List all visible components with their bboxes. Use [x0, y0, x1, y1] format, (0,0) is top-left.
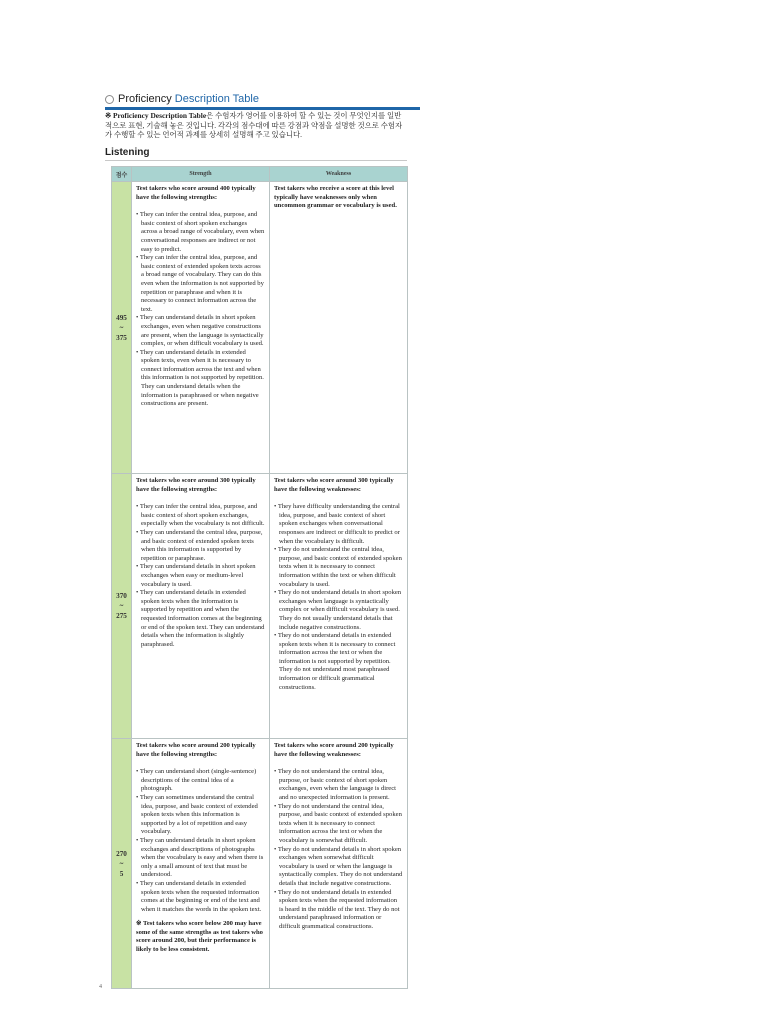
list-item: • They can understand short (single-sentence) descriptions of the central idea of a photograph.	[136, 768, 257, 793]
score-tilde: ~	[119, 323, 124, 332]
list-item: • They can sometimes understand the central idea, purpose, and basic context of extended spoken texts when this information is supported by a lot of repetition and easy vocabulary.	[136, 793, 258, 836]
strength-lead: Test takers who score around 200 typically have the following strengths:	[136, 742, 256, 758]
list-item: • They do not understand details in extended spoken texts when the requested information is heard in the middle of the text. They do not understand paraphrased information or difficult grammatical constructions.	[274, 888, 400, 930]
list-item: • They do not understand the central idea, purpose, and basic context of extended spoken texts when it is necessary to connect information within the text or when difficult vocabulary is used.	[274, 546, 402, 588]
proficiency-table	[111, 166, 408, 989]
header-score: 점수	[112, 167, 132, 182]
intro-paragraph	[105, 111, 405, 140]
weakness-cell	[270, 739, 408, 989]
list-item: • They can understand the central idea, purpose, and basic context of extended spoken texts when this information is supported by repetition or paraphrase.	[136, 528, 263, 562]
strength-cell	[132, 739, 270, 989]
score-tilde: ~	[119, 859, 124, 868]
list-item: • They can understand details in extended spoken texts when the information is supported by repetition and when the requested information comes at the beginning or end of the spoken text. They can understand details when the information is slightly paraphrased.	[136, 589, 265, 648]
list-item: • They have difficulty understanding the central idea, purpose, and basic context of short spoken exchanges when conversational responses are indirect or difficult to predict or when the vocabulary is difficult.	[274, 503, 400, 545]
list-item: • They can infer the central idea, purpose, and basic context of short spoken exchanges, especially when the vocabulary is not difficult.	[136, 503, 265, 528]
score-high: 370	[116, 592, 127, 600]
header	[105, 92, 420, 140]
score-range	[112, 474, 132, 739]
list-item: • They do not understand details in extended spoken texts when it is necessary to connect information across the text or when the information is not supported by repetition. They do not understand most paraphrased information or difficult grammatical constructions.	[274, 632, 396, 691]
score-note: ※ Test takers who score below 200 may have some of the same strengths as test takers who score around 200, but their performance is likely to be less consistent.	[136, 920, 263, 954]
page-title-part1: Proficiency	[118, 93, 172, 105]
weakness-lead: Test takers who score around 300 typically have the following weaknesses:	[274, 477, 394, 493]
table-row	[112, 474, 408, 739]
list-item: • They can infer the central idea, purpose, and basic context of extended spoken texts across a broad range of vocabulary. They can do this even when the information is not supported by repetition or paraphrase and when it is necessary to connect information across the text.	[136, 254, 264, 313]
list-item: • They do not understand details in short spoken exchanges when language is syntactically complex or when difficult vocabulary is used. They do not usually understand details that include negative constructions.	[274, 589, 402, 631]
page-number: 4	[99, 984, 102, 990]
weakness-lead: Test takers who receive a score at this level typically have weaknesses only when uncommon grammar or vocabulary is used.	[274, 185, 397, 210]
table-row	[112, 182, 408, 474]
score-high: 270	[116, 849, 127, 858]
section-divider	[105, 160, 407, 161]
list-item: • They can understand details in extended spoken texts when the requested information comes at the beginning or end of the text and when it matches the words in the spoken text.	[136, 879, 262, 913]
list-item: • They do not understand the central idea, purpose, and basic context of extended spoken texts when it is necessary to connect information across the text or when the vocabulary is somewhat difficult.	[274, 802, 402, 844]
header-strength: Strength	[132, 167, 270, 182]
list-item: • They do not understand details in short spoken exchanges when somewhat difficult vocabulary is used or when the language is syntactically complex. They do not understand details that include negative constructions.	[274, 845, 403, 887]
score-high: 495	[116, 313, 127, 322]
list-item: • They can understand details in short spoken exchanges, even when negative constructions are present, when the language is syntactically complex, or when difficult vocabulary is used.	[136, 314, 264, 348]
list-item: • They can understand details in extended spoken texts, even when it is necessary to connect information across the text and when this information is not supported by repetition. They can understand details when the information is paraphrased or when negative constructions are present.	[136, 348, 264, 408]
weakness-cell	[270, 182, 408, 474]
strength-lead: Test takers who score around 300 typically have the following strengths:	[136, 477, 256, 493]
weakness-lead: Test takers who score around 200 typically have the following weaknesses:	[274, 742, 394, 758]
table-header-row	[112, 167, 408, 182]
score-range	[112, 182, 132, 474]
weakness-cell	[270, 474, 408, 739]
title-row	[105, 92, 420, 106]
intro-bold: ※ Proficiency Description Table	[105, 111, 207, 120]
score-range	[112, 739, 132, 989]
strength-cell	[132, 474, 270, 739]
score-tilde: ~	[119, 602, 124, 610]
intro-text: 은 수험자가 영어를 이용하여 할 수 있는 것이 무엇인지를 일반적으로 표현, 기술해 놓은 것입니다. 각각의 점수대에 따른 강점과 약점을 설명한 것으로 수험자가 수행할 수 있는 언어적 과제를 상세히 설명해 주고 있습니다.	[105, 111, 403, 140]
header-weakness: Weakness	[270, 167, 408, 182]
page-title-part2: Description Table	[174, 93, 259, 105]
list-item: • They do not understand the central idea, purpose, or basic context of short spoken exchanges, even when the language is direct and no unexpected information is present.	[274, 768, 396, 801]
list-item: • They can understand details in short spoken exchanges when easy or medium-level vocabulary is used.	[136, 563, 256, 588]
title-underline	[105, 107, 420, 110]
section-title: Listening	[105, 147, 150, 158]
list-item: • They can understand details in short spoken exchanges and descriptions of photographs when the vocabulary is easy and when there is only a small amount of text that must be understood.	[136, 836, 264, 879]
strength-cell	[132, 182, 270, 474]
table-row	[112, 739, 408, 989]
strength-lead: Test takers who score around 400 typically have the following strengths:	[136, 185, 256, 201]
score-low: 5	[119, 869, 124, 878]
list-item: • They can infer the central idea, purpose, and basic context of short spoken exchanges across a broad range of vocabulary, even when conversational responses are indirect or not easy to predict.	[136, 211, 265, 253]
score-low: 275	[116, 612, 127, 620]
score-low: 375	[116, 333, 127, 342]
circle-bullet-icon	[105, 95, 114, 104]
